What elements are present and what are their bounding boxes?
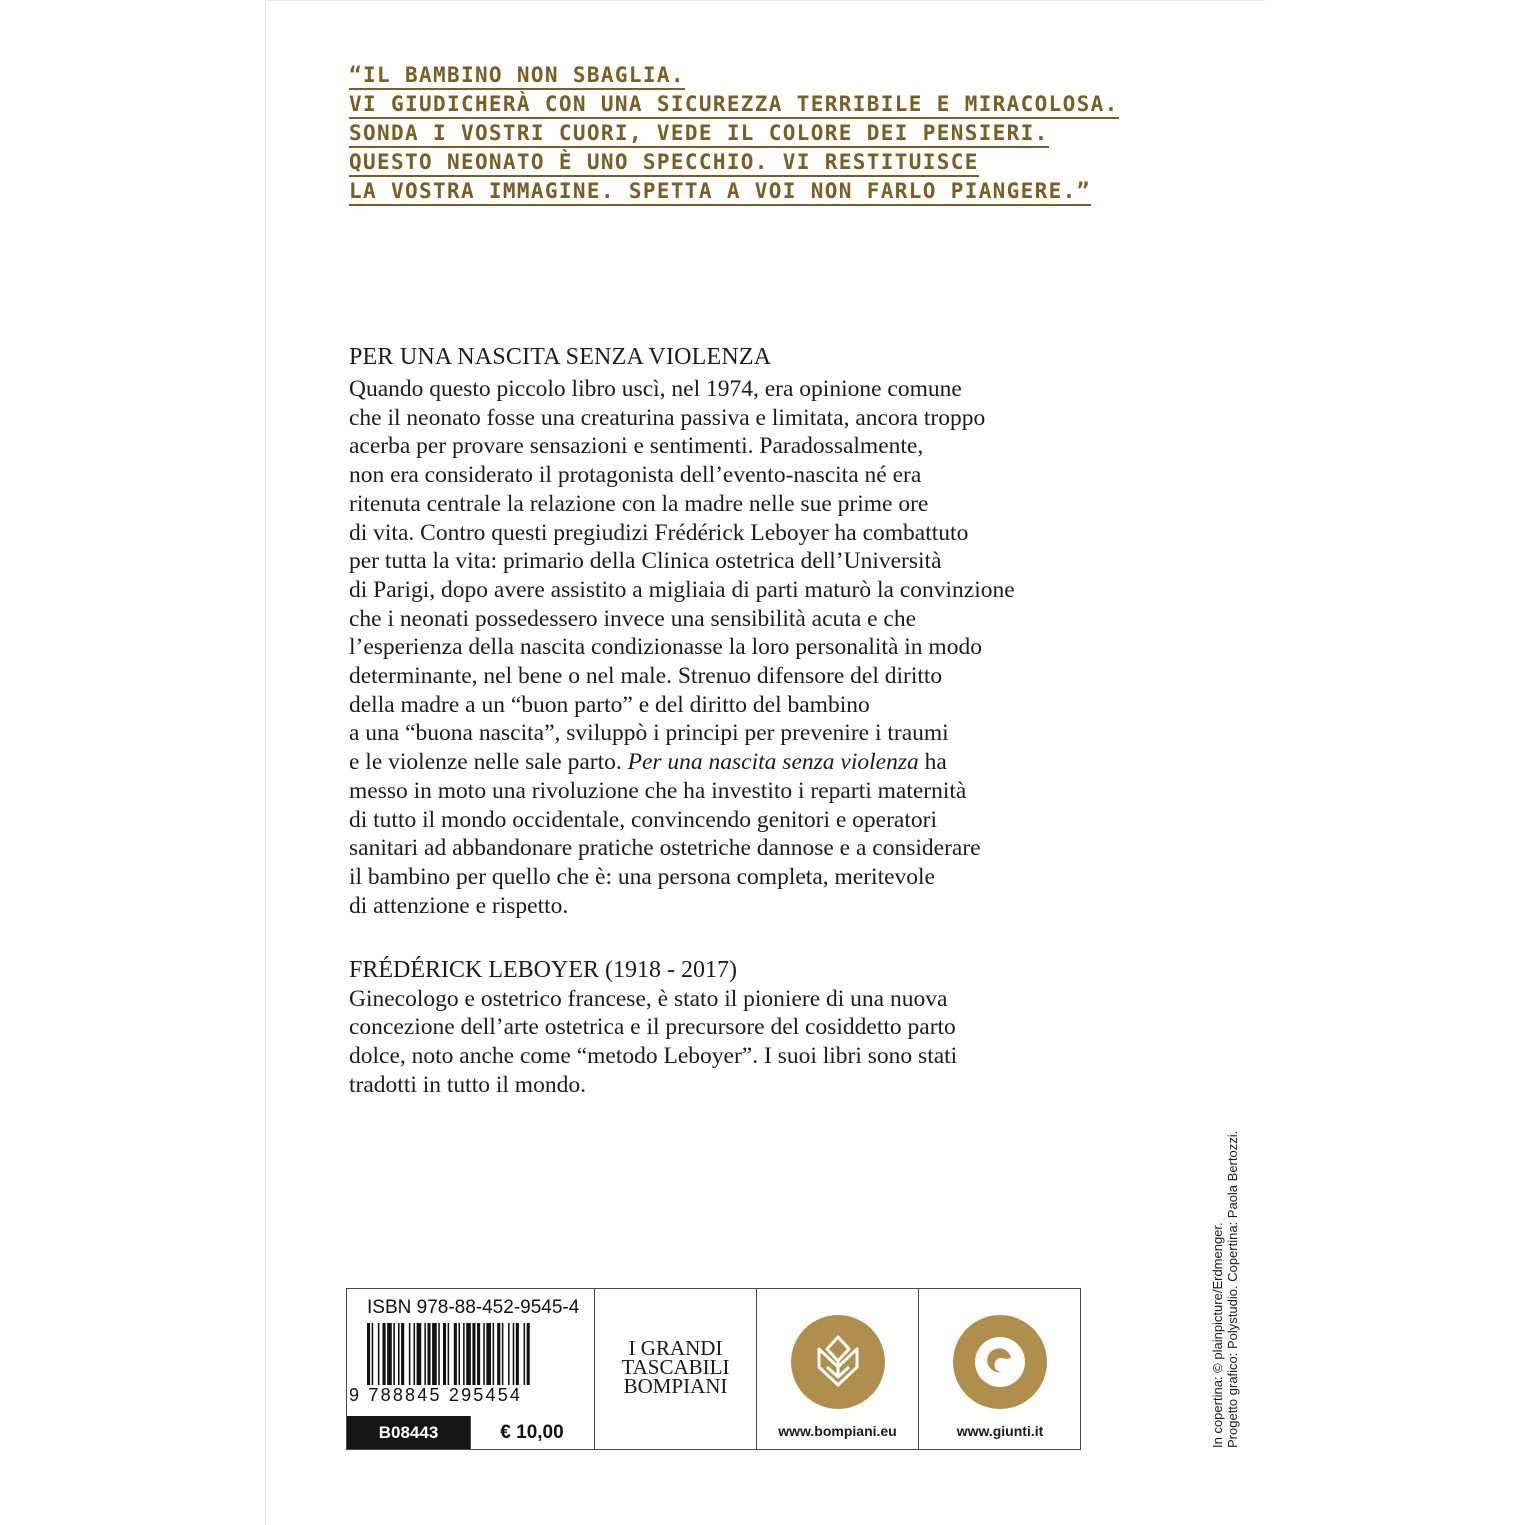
- barcode-bar: [524, 1323, 526, 1385]
- description-line: ritenuta centrale la relazione con la madre nelle sue prime ore: [349, 490, 929, 517]
- description-line: determinante, nel bene o nel male. Strenuo difensore del diritto: [349, 663, 943, 690]
- barcode-bar: [477, 1323, 480, 1385]
- barcode-bar: [387, 1323, 392, 1385]
- author-years: (1918 - 2017): [599, 957, 737, 983]
- barcode-cell: [347, 1289, 595, 1449]
- bio-line: Ginecologo e ostetrico francese, è stato il pioniere di una nuova: [349, 985, 948, 1012]
- barcode-bar: [508, 1323, 510, 1385]
- barcode-bar: [438, 1323, 440, 1385]
- series-line: TASCABILI: [621, 1355, 730, 1379]
- barcode-bar: [483, 1323, 485, 1385]
- barcode-bar: [513, 1323, 515, 1385]
- barcode-bar: [401, 1323, 404, 1385]
- description-line: che i neonati possedessero invece una sensibilità acuta e che: [349, 605, 917, 632]
- description-line: che il neonato fosse una creaturina passiva e limitata, ancora troppo: [349, 404, 986, 431]
- barcode-bar: [414, 1323, 416, 1385]
- barcode-bar: [497, 1323, 500, 1385]
- book-description: [349, 342, 1109, 920]
- barcode-image: [367, 1323, 575, 1385]
- barcode-bar: [502, 1323, 504, 1385]
- credits-line: Progetto grafico: Polystudio. Copertina: Paola Bertozzi.: [1225, 1130, 1240, 1448]
- barcode-bar: [367, 1323, 370, 1385]
- barcode-bar: [393, 1323, 395, 1385]
- description-line: di tutto il mondo occidentale, convincendo genitori e operatori: [349, 806, 937, 833]
- barcode-bar: [432, 1323, 437, 1385]
- giunti-cell: [919, 1289, 1081, 1449]
- quote-line: LA VOSTRA IMMAGINE. SPETTA A VOI NON FARLO PIANGERE.”: [349, 179, 1091, 206]
- product-code: B08443: [347, 1416, 470, 1449]
- description-line: a una “buona nascita”, sviluppò i principi per prevenire i traumi: [349, 720, 949, 747]
- barcode-bar: [372, 1323, 374, 1385]
- author-heading: [349, 956, 1109, 985]
- isbn-label: ISBN 978-88-452-9545-4: [367, 1297, 580, 1318]
- description-line: messo in moto una rivoluzione che ha investito i reparti maternità: [349, 777, 967, 804]
- quote-line: “IL BAMBINO NON SBAGLIA.: [349, 63, 685, 90]
- barcode-bar: [486, 1323, 491, 1385]
- barcode-bar: [443, 1323, 446, 1385]
- series-name: [595, 1336, 756, 1398]
- description-line: della madre a un “buon parto” e del diritto del bambino: [349, 691, 870, 718]
- barcode-bar: [516, 1323, 519, 1385]
- description-line: [349, 748, 1109, 777]
- description-line: il bambino per quello che è: una persona completa, meritevole: [349, 863, 935, 890]
- description-line: per tutta la vita: primario della Clinica ostetrica dell’Università: [349, 548, 942, 575]
- description-text: e le violenze nelle sale parto.: [349, 749, 628, 776]
- quote-line: SONDA I VOSTRI CUORI, VEDE IL COLORE DEI PENSIERI.: [349, 121, 1049, 148]
- book-title: PER UNA NASCITA SENZA VIOLENZA: [349, 344, 772, 370]
- bio-line: tradotti in tutto il mondo.: [349, 1071, 586, 1098]
- barcode-bar: [378, 1323, 380, 1385]
- barcode-bar: [448, 1323, 450, 1385]
- barcode-bar: [527, 1323, 530, 1385]
- description-line: di vita. Contro questi pregiudizi Frédérick Leboyer ha combattuto: [349, 519, 969, 546]
- description-line: acerba per provare sensazioni e sentimenti. Paradossalmente,: [349, 433, 924, 460]
- bompiani-cell: [757, 1289, 919, 1449]
- giunti-logo-icon: [953, 1315, 1047, 1409]
- barcode-bar: [409, 1323, 411, 1385]
- book-title-italic: Per una nascita senza violenza: [627, 749, 919, 776]
- barcode-bar: [424, 1323, 426, 1385]
- barcode-bar: [383, 1323, 386, 1385]
- back-cover-footer: [346, 1288, 1081, 1450]
- bompiani-logo-icon: [791, 1315, 885, 1409]
- barcode-digits: 9 788845 295454: [349, 1385, 523, 1405]
- cover-credits: [1210, 1108, 1240, 1448]
- series-cell: [595, 1289, 757, 1449]
- description-line: di attenzione e rispetto.: [349, 892, 569, 919]
- bio-line: concezione dell’arte ostetrica e il precursore del cosiddetto parto: [349, 1014, 956, 1041]
- barcode-bar: [417, 1323, 422, 1385]
- page-edge: [265, 0, 266, 1525]
- barcode-bar: [463, 1323, 465, 1385]
- series-line: I GRANDI: [628, 1336, 723, 1360]
- page-edge-top: [265, 0, 1265, 1]
- author-name: FRÉDÉRICK LEBOYER: [349, 957, 600, 983]
- author-bio: [349, 956, 1109, 1100]
- quote-line: VI GIUDICHERÀ CON UNA SICUREZZA TERRIBILE E MIRACOLOSA.: [349, 92, 1119, 119]
- bompiani-website: www.bompiani.eu: [778, 1423, 897, 1439]
- description-line: di Parigi, dopo avere assistito a migliaia di parti maturò la convinzione: [349, 576, 1015, 603]
- series-line: BOMPIANI: [623, 1374, 728, 1398]
- barcode-bar: [493, 1323, 495, 1385]
- bio-line: dolce, noto anche come “metodo Leboyer”. I suoi libri sono stati: [349, 1043, 958, 1070]
- barcode-bar: [458, 1323, 460, 1385]
- description-line: sanitari ad abbandonare pratiche ostetriche dannose e a considerare: [349, 835, 981, 862]
- barcode-bar: [454, 1323, 457, 1385]
- price-label: € 10,00: [470, 1416, 593, 1449]
- barcode-bar: [472, 1323, 475, 1385]
- description-line: Quando questo piccolo libro uscì, nel 1974, era opinione comune: [349, 376, 962, 402]
- barcode-bar: [398, 1323, 400, 1385]
- description-text: ha: [918, 749, 947, 776]
- barcode-bar: [466, 1323, 471, 1385]
- quote-line: QUESTO NEONATO È UNO SPECCHIO. VI RESTITUISCE: [349, 150, 979, 177]
- giunti-website: www.giunti.it: [956, 1423, 1044, 1439]
- description-line: non era considerato il protagonista dell’evento-nascita né era: [349, 462, 922, 489]
- description-line: l’esperienza della nascita condizionasse la loro personalità in modo: [349, 634, 982, 661]
- credits-line: In copertina: © plainpicture/Erdmenger.: [1210, 1222, 1225, 1448]
- cover-quote: [349, 63, 1129, 208]
- barcode-bar: [427, 1323, 430, 1385]
